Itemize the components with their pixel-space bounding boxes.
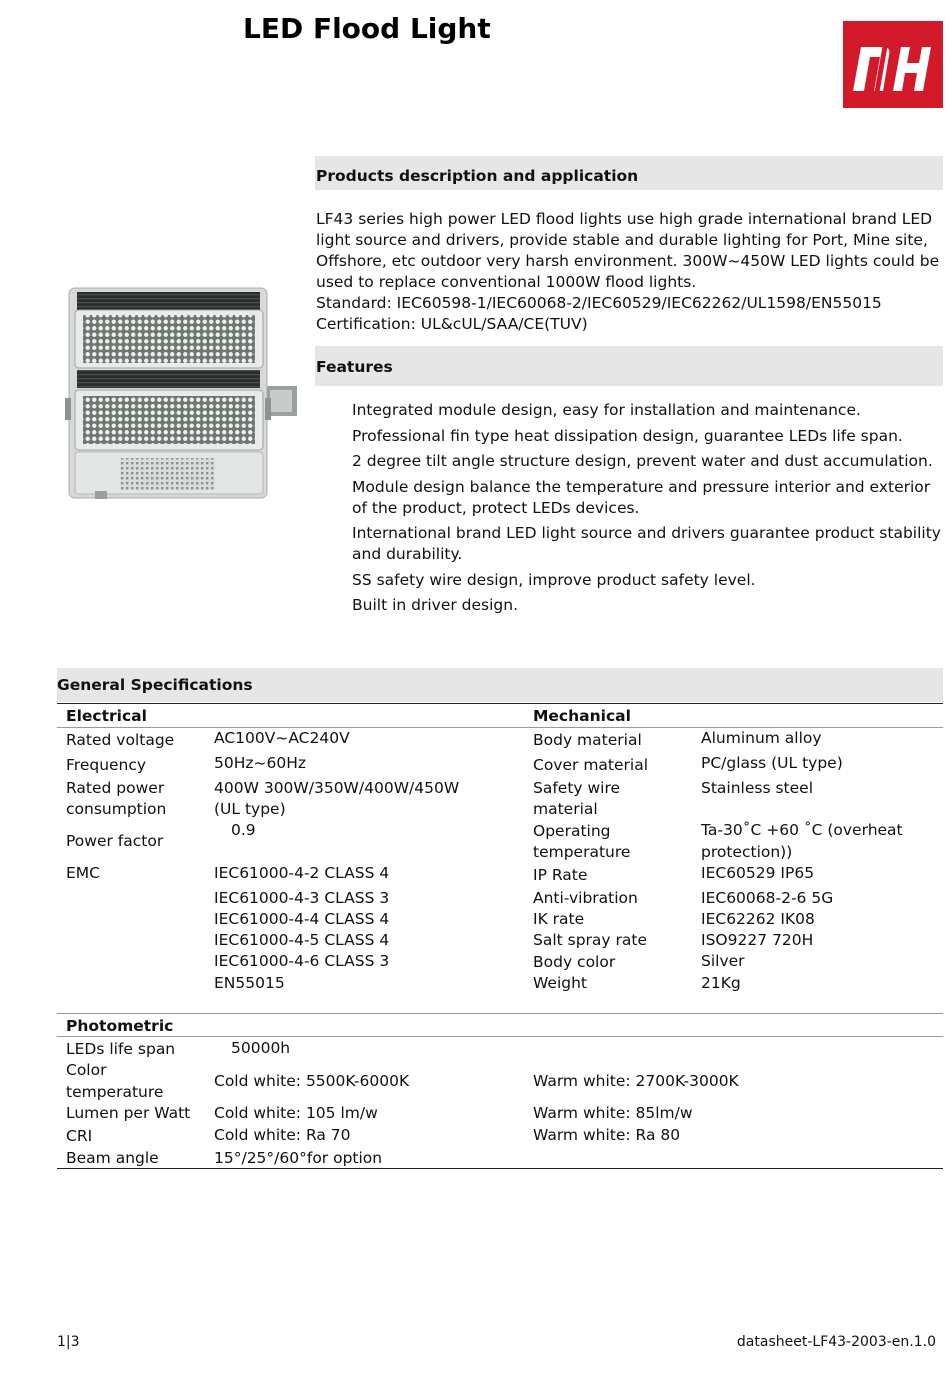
description-heading: Products description and application bbox=[316, 167, 639, 185]
feature-item: Module design balance the temperature and pressure interior and exterior of the product, protect LEDs devices. bbox=[352, 477, 931, 517]
frequency-value: 50Hz~60Hz bbox=[214, 754, 307, 772]
document-id: datasheet-LF43-2003-en.1.0 bbox=[736, 1334, 936, 1350]
emc-value: IEC61000-4-2 CLASS 4 bbox=[214, 864, 390, 882]
power-factor-label: Power factor bbox=[66, 832, 164, 850]
description-line: Offshore, etc outdoor very harsh environment. 300W~450W LED lights could be bbox=[316, 252, 940, 270]
description-text bbox=[316, 209, 944, 335]
electrical-heading: Electrical bbox=[66, 707, 147, 725]
divider bbox=[57, 703, 943, 704]
color-temperature-label: Color bbox=[66, 1061, 107, 1079]
divider bbox=[57, 1168, 943, 1169]
cri-warm: Warm white: Ra 80 bbox=[533, 1126, 681, 1144]
ip-rate-label: IP Rate bbox=[533, 866, 588, 884]
rated-power-value: 400W 300W/350W/400W/450W bbox=[214, 779, 460, 797]
operating-temperature-label: temperature bbox=[533, 843, 631, 861]
feature-item: Integrated module design, easy for installation and maintenance. bbox=[352, 401, 861, 419]
salt-spray-value: ISO9227 720H bbox=[701, 931, 814, 949]
flood-light-product-image bbox=[65, 286, 300, 500]
operating-temperature-value: protection)) bbox=[701, 843, 793, 861]
operating-temperature-value: Ta-30˚C +60 ˚C (overheat bbox=[701, 821, 903, 839]
color-temperature-cold: Cold white: 5500K-6000K bbox=[214, 1072, 410, 1090]
feature-item: International brand LED light source and drivers guarantee product stability and durability. bbox=[352, 524, 941, 563]
feature-item: Built in driver design. bbox=[352, 596, 519, 614]
body-material-label: Body material bbox=[533, 731, 642, 749]
rated-voltage-label: Rated voltage bbox=[66, 731, 175, 749]
anti-vibration-value: IEC60068-2-6 5G bbox=[701, 889, 834, 907]
specifications-heading: General Specifications bbox=[57, 676, 253, 694]
power-factor-value: 0.9 bbox=[231, 821, 256, 839]
emc-label: EMC bbox=[66, 864, 100, 882]
color-temperature-label: temperature bbox=[66, 1083, 164, 1101]
weight-label: Weight bbox=[533, 974, 588, 992]
body-color-label: Body color bbox=[533, 953, 616, 971]
life-span-value: 50000h bbox=[231, 1039, 291, 1057]
features-list bbox=[352, 400, 944, 621]
body-color-value: Silver bbox=[701, 952, 745, 970]
safety-wire-label: Safety wire bbox=[533, 779, 621, 797]
life-span-label: LEDs life span bbox=[66, 1040, 176, 1058]
ik-rate-value: IEC62262 IK08 bbox=[701, 910, 815, 928]
emc-value: IEC61000-4-4 CLASS 4 bbox=[214, 910, 390, 928]
description-line: Standard: IEC60598-1/IEC60068-2/IEC60529/IEC62262/UL1598/EN55015 bbox=[316, 294, 882, 312]
rated-power-value: (UL type) bbox=[214, 800, 286, 818]
description-line: LF43 series high power LED flood lights use high grade international brand LED bbox=[316, 210, 933, 228]
description-line: Certification: UL&cUL/SAA/CE(TUV) bbox=[316, 315, 588, 333]
description-line: used to replace conventional 1000W flood lights. bbox=[316, 273, 697, 291]
cri-label: CRI bbox=[66, 1127, 93, 1145]
cri-cold: Cold white: Ra 70 bbox=[214, 1126, 351, 1144]
divider bbox=[57, 1013, 943, 1014]
cover-material-label: Cover material bbox=[533, 756, 649, 774]
color-temperature-warm: Warm white: 2700K-3000K bbox=[533, 1072, 739, 1090]
features-heading-bar bbox=[315, 346, 943, 386]
divider bbox=[57, 1036, 943, 1037]
specifications-heading-bar bbox=[57, 668, 943, 702]
features-heading: Features bbox=[316, 358, 393, 376]
beam-angle-label: Beam angle bbox=[66, 1149, 159, 1167]
safety-wire-value: Stainless steel bbox=[701, 779, 813, 797]
ik-rate-label: IK rate bbox=[533, 910, 585, 928]
mechanical-heading: Mechanical bbox=[533, 707, 631, 725]
salt-spray-label: Salt spray rate bbox=[533, 931, 648, 949]
lumen-per-watt-label: Lumen per Watt bbox=[66, 1104, 191, 1122]
emc-value: IEC61000-4-6 CLASS 3 bbox=[214, 952, 390, 970]
lumen-per-watt-cold: Cold white: 105 lm/w bbox=[214, 1104, 378, 1122]
operating-temperature-label: Operating bbox=[533, 822, 611, 840]
photometric-heading: Photometric bbox=[66, 1017, 174, 1035]
frequency-label: Frequency bbox=[66, 756, 147, 774]
page-number: 1|3 bbox=[57, 1334, 80, 1350]
weight-value: 21Kg bbox=[701, 974, 741, 992]
rated-voltage-value: AC100V~AC240V bbox=[214, 729, 350, 747]
safety-wire-label: material bbox=[533, 800, 598, 818]
beam-angle-value: 15°/25°/60°for option bbox=[214, 1149, 383, 1167]
rated-power-label: Rated power bbox=[66, 779, 165, 797]
feature-item: 2 degree tilt angle structure design, prevent water and dust accumulation. bbox=[352, 452, 933, 470]
emc-value: EN55015 bbox=[214, 974, 285, 992]
emc-value: IEC61000-4-5 CLASS 4 bbox=[214, 931, 390, 949]
cover-material-value: PC/glass (UL type) bbox=[701, 754, 843, 772]
body-material-value: Aluminum alloy bbox=[701, 729, 822, 747]
rated-power-label: consumption bbox=[66, 800, 167, 818]
emc-value: IEC61000-4-3 CLASS 3 bbox=[214, 889, 390, 907]
lumen-per-watt-warm: Warm white: 85lm/w bbox=[533, 1104, 693, 1122]
description-line: light source and drivers, provide stable and durable lighting for Port, Mine site, bbox=[316, 231, 928, 249]
page-title: LED Flood Light bbox=[243, 12, 491, 45]
ip-rate-value: IEC60529 IP65 bbox=[701, 864, 815, 882]
feature-item: SS safety wire design, improve product safety level. bbox=[352, 570, 756, 589]
description-heading-bar bbox=[315, 156, 943, 190]
anti-vibration-label: Anti-vibration bbox=[533, 889, 638, 907]
brand-logo bbox=[843, 21, 943, 108]
feature-item: Professional fin type heat dissipation design, guarantee LEDs life span. bbox=[352, 426, 903, 445]
